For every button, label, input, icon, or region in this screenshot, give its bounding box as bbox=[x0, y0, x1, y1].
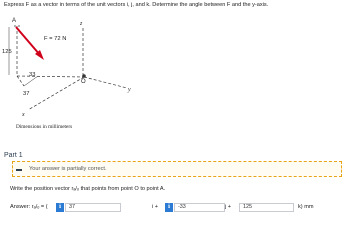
part-title: Part 1 bbox=[4, 152, 23, 159]
j-component-input[interactable]: -33 bbox=[174, 203, 225, 212]
k-component-input[interactable]: 125 bbox=[239, 203, 294, 212]
label-force: F = 72 N bbox=[44, 36, 67, 42]
label-dim-125: 125 bbox=[2, 49, 12, 55]
label-point-a: A bbox=[12, 18, 17, 24]
status-banner bbox=[12, 161, 342, 177]
problem-statement: Express F as a vector in terms of the unit vectors i, j, and k. Determine the angle between F and the y-axis. bbox=[4, 2, 269, 8]
label-axis-y: y bbox=[128, 87, 131, 93]
problem-figure bbox=[2, 12, 152, 118]
origin-point bbox=[82, 74, 86, 78]
label-axis-z: z bbox=[80, 21, 83, 27]
info-icon[interactable]: i bbox=[56, 203, 64, 212]
j-unit-label: j + bbox=[225, 204, 232, 210]
base-line-1 bbox=[17, 76, 84, 77]
i-unit-label: i + bbox=[152, 204, 159, 210]
answer-label: Answer: rₐ/ₒ = ( bbox=[10, 204, 48, 210]
partial-status-icon bbox=[16, 169, 22, 171]
y-axis-line bbox=[84, 77, 127, 88]
i-component-input[interactable]: 37 bbox=[65, 203, 121, 212]
label-axis-x: x bbox=[22, 112, 25, 118]
x-axis-line bbox=[28, 77, 84, 110]
label-dim-33: 33 bbox=[29, 72, 36, 78]
question-text: Write the position vector rₐ/ₒ that points from point O to point A. bbox=[10, 186, 166, 192]
force-arrow-shaft bbox=[16, 27, 40, 55]
label-dim-37: 37 bbox=[23, 91, 30, 97]
answer-row bbox=[10, 203, 348, 212]
base-line-2 bbox=[17, 76, 24, 86]
status-message: Your answer is partially correct. bbox=[29, 166, 107, 172]
figure-caption: Dimensions in millimeters bbox=[16, 124, 73, 130]
k-unit-label: k) mm bbox=[298, 204, 314, 210]
label-origin: O bbox=[81, 79, 86, 85]
info-icon[interactable]: i bbox=[165, 203, 173, 212]
